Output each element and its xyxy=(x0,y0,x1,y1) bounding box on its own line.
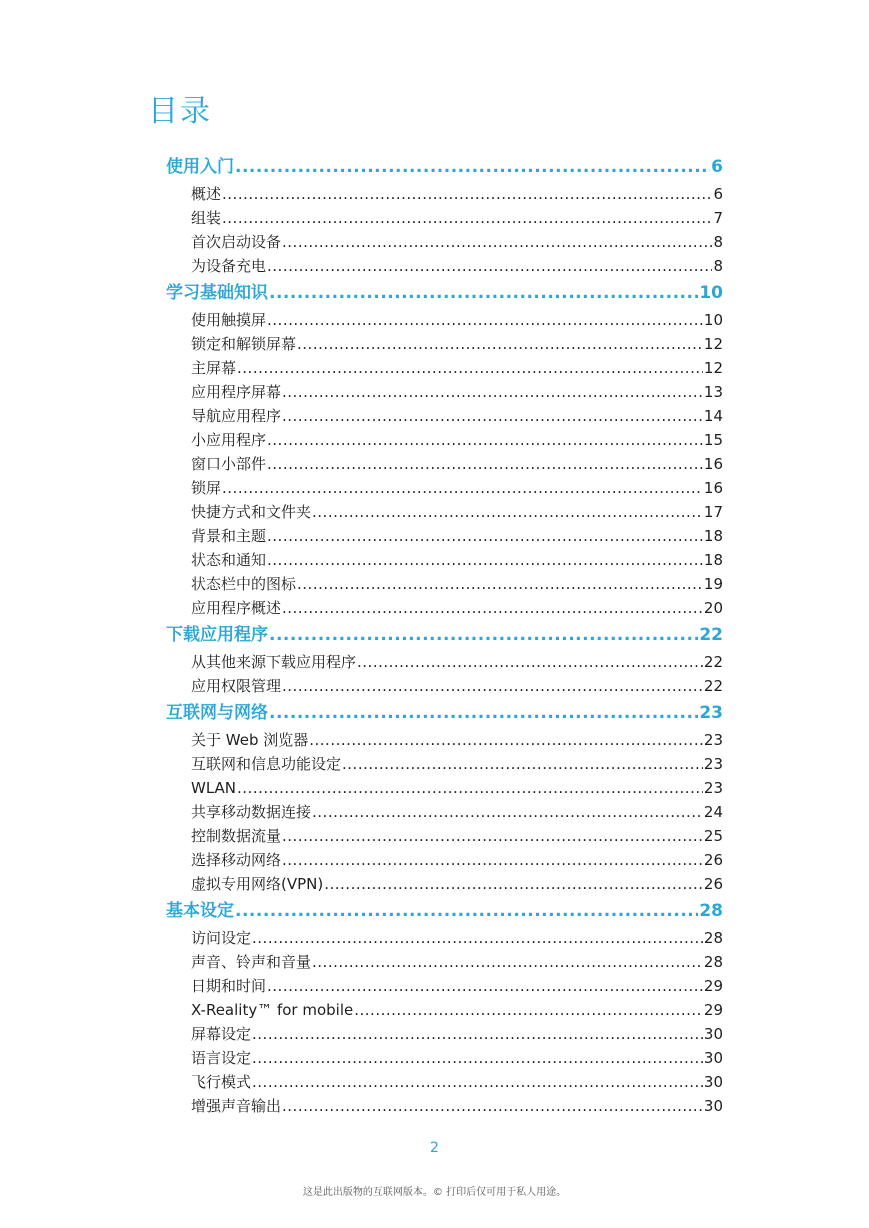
toc-section-page: 23 xyxy=(699,703,723,723)
toc-entry-label: 屏幕设定 xyxy=(191,1025,252,1043)
toc-entry[interactable] xyxy=(166,1022,723,1046)
toc-entry[interactable] xyxy=(166,974,723,998)
toc-entry-label: 日期和时间 xyxy=(191,977,267,995)
dot-leader xyxy=(267,548,703,572)
dot-leader xyxy=(312,800,703,824)
toc-entry[interactable] xyxy=(166,650,723,674)
toc-entry-label: 使用触摸屏 xyxy=(191,311,267,329)
toc-entry-label: 小应用程序 xyxy=(191,431,267,449)
toc-entry-label: X-Reality™ for mobile xyxy=(191,1001,354,1019)
toc-entry-page: 30 xyxy=(703,1025,723,1043)
toc-entry-page: 22 xyxy=(703,653,723,671)
table-of-contents xyxy=(166,152,723,1118)
toc-entry-page: 14 xyxy=(703,407,723,425)
dot-leader xyxy=(269,620,698,650)
toc-entry-label: 关于 Web 浏览器 xyxy=(191,731,309,749)
toc-entry-page: 20 xyxy=(703,599,723,617)
toc-entry-page: 8 xyxy=(713,257,723,275)
dot-leader xyxy=(312,950,703,974)
dot-leader xyxy=(235,896,698,926)
toc-entry[interactable] xyxy=(166,356,723,380)
toc-entry[interactable] xyxy=(166,452,723,476)
toc-entry-label: 应用权限管理 xyxy=(191,677,282,695)
page-number: 2 xyxy=(430,1140,439,1156)
toc-entry-page: 18 xyxy=(703,551,723,569)
toc-entry[interactable] xyxy=(166,476,723,500)
toc-section-label: 基本设定 xyxy=(166,901,234,921)
toc-section-heading[interactable] xyxy=(166,698,723,728)
toc-entry[interactable] xyxy=(166,872,723,896)
dot-leader xyxy=(282,380,703,404)
toc-entry[interactable] xyxy=(166,926,723,950)
toc-section-heading[interactable] xyxy=(166,152,723,182)
toc-entry-page: 28 xyxy=(703,929,723,947)
toc-entry-page: 25 xyxy=(703,827,723,845)
toc-entry[interactable] xyxy=(166,182,723,206)
toc-entry-label: 锁定和解锁屏幕 xyxy=(191,335,297,353)
toc-entry-page: 29 xyxy=(703,1001,723,1019)
dot-leader xyxy=(235,152,710,182)
dot-leader xyxy=(282,1094,703,1118)
dot-leader xyxy=(309,728,703,752)
toc-entry-page: 16 xyxy=(703,455,723,473)
toc-entry-label: 应用程序屏幕 xyxy=(191,383,282,401)
toc-entry-page: 23 xyxy=(703,779,723,797)
toc-section-label: 使用入门 xyxy=(166,157,234,177)
toc-entry-label: 增强声音输出 xyxy=(191,1097,282,1115)
toc-entry-label: 状态栏中的图标 xyxy=(191,575,297,593)
toc-entry-page: 19 xyxy=(703,575,723,593)
dot-leader xyxy=(282,674,703,698)
toc-section-heading[interactable] xyxy=(166,896,723,926)
toc-entry[interactable] xyxy=(166,524,723,548)
toc-entry-label: 应用程序概述 xyxy=(191,599,282,617)
toc-entry-label: 首次启动设备 xyxy=(191,233,282,251)
toc-entry-label: 虚拟专用网络(VPN) xyxy=(191,875,324,893)
toc-entry-page: 13 xyxy=(703,383,723,401)
dot-leader xyxy=(282,848,703,872)
dot-leader xyxy=(269,698,698,728)
toc-section-label: 互联网与网络 xyxy=(166,703,268,723)
dot-leader xyxy=(222,206,712,230)
toc-entry[interactable] xyxy=(166,1046,723,1070)
dot-leader xyxy=(252,926,703,950)
toc-entry-label: 背景和主题 xyxy=(191,527,267,545)
toc-entry-page: 10 xyxy=(703,311,723,329)
toc-entry-page: 7 xyxy=(713,209,723,227)
toc-entry[interactable] xyxy=(166,848,723,872)
toc-entry-page: 28 xyxy=(703,953,723,971)
toc-section-heading[interactable] xyxy=(166,620,723,650)
dot-leader xyxy=(267,428,703,452)
toc-entry-page: 12 xyxy=(703,335,723,353)
dot-leader xyxy=(282,824,703,848)
toc-entry-label: 主屏幕 xyxy=(191,359,237,377)
dot-leader xyxy=(267,452,703,476)
dot-leader xyxy=(267,308,703,332)
toc-entry-page: 6 xyxy=(713,185,723,203)
toc-entry-page: 15 xyxy=(703,431,723,449)
dot-leader xyxy=(237,356,703,380)
toc-entry[interactable] xyxy=(166,596,723,620)
toc-entry-page: 8 xyxy=(713,233,723,251)
toc-section-page: 10 xyxy=(699,283,723,303)
toc-entry-label: WLAN xyxy=(191,779,237,797)
toc-entry[interactable] xyxy=(166,548,723,572)
dot-leader xyxy=(252,1070,703,1094)
toc-entry-label: 声音、铃声和音量 xyxy=(191,953,312,971)
dot-leader xyxy=(324,872,703,896)
toc-entry-page: 30 xyxy=(703,1097,723,1115)
toc-entry[interactable] xyxy=(166,950,723,974)
toc-entry-page: 30 xyxy=(703,1073,723,1091)
toc-entry-label: 控制数据流量 xyxy=(191,827,282,845)
dot-leader xyxy=(297,332,703,356)
dot-leader xyxy=(297,572,703,596)
page-title: 目录 xyxy=(148,94,212,130)
toc-entry[interactable] xyxy=(166,428,723,452)
toc-entry-page: 30 xyxy=(703,1049,723,1067)
dot-leader xyxy=(222,182,712,206)
toc-entry[interactable] xyxy=(166,1070,723,1094)
toc-entry[interactable] xyxy=(166,998,723,1022)
dot-leader xyxy=(222,476,703,500)
toc-entry-label: 互联网和信息功能设定 xyxy=(191,755,342,773)
toc-section-page: 22 xyxy=(699,625,723,645)
toc-section-label: 学习基础知识 xyxy=(166,283,268,303)
dot-leader xyxy=(252,1046,703,1070)
toc-section-page: 6 xyxy=(711,157,723,177)
toc-entry-label: 窗口小部件 xyxy=(191,455,267,473)
toc-entry-label: 访问设定 xyxy=(191,929,252,947)
toc-entry-label: 状态和通知 xyxy=(191,551,267,569)
toc-entry[interactable] xyxy=(166,206,723,230)
toc-entry[interactable] xyxy=(166,380,723,404)
toc-entry[interactable] xyxy=(166,308,723,332)
toc-entry[interactable] xyxy=(166,824,723,848)
dot-leader xyxy=(312,500,703,524)
toc-entry-label: 概述 xyxy=(191,185,222,203)
toc-entry-page: 24 xyxy=(703,803,723,821)
toc-entry-page: 23 xyxy=(703,755,723,773)
dot-leader xyxy=(354,998,703,1022)
toc-entry-page: 22 xyxy=(703,677,723,695)
toc-entry-page: 26 xyxy=(703,875,723,893)
toc-entry-label: 组装 xyxy=(191,209,222,227)
toc-entry[interactable] xyxy=(166,728,723,752)
toc-entry-page: 17 xyxy=(703,503,723,521)
toc-entry-page: 29 xyxy=(703,977,723,995)
toc-section-label: 下载应用程序 xyxy=(166,625,268,645)
toc-entry-page: 18 xyxy=(703,527,723,545)
toc-entry[interactable] xyxy=(166,800,723,824)
toc-entry-label: 导航应用程序 xyxy=(191,407,282,425)
dot-leader xyxy=(252,1022,703,1046)
footer-note: 这是此出版物的互联网版本。© 打印后仅可用于私人用途。 xyxy=(302,1187,567,1198)
dot-leader xyxy=(282,404,703,428)
dot-leader xyxy=(269,278,698,308)
toc-entry[interactable] xyxy=(166,500,723,524)
dot-leader xyxy=(267,524,703,548)
toc-entry-label: 锁屏 xyxy=(191,479,222,497)
toc-entry-page: 26 xyxy=(703,851,723,869)
toc-entry-label: 为设备充电 xyxy=(191,257,267,275)
dot-leader xyxy=(237,776,703,800)
dot-leader xyxy=(282,596,703,620)
toc-entry[interactable] xyxy=(166,1094,723,1118)
toc-entry[interactable] xyxy=(166,230,723,254)
toc-entry-page: 12 xyxy=(703,359,723,377)
dot-leader xyxy=(282,230,712,254)
toc-entry-label: 飞行模式 xyxy=(191,1073,252,1091)
toc-entry[interactable] xyxy=(166,674,723,698)
toc-entry[interactable] xyxy=(166,404,723,428)
toc-section-page: 28 xyxy=(699,901,723,921)
toc-entry-label: 语言设定 xyxy=(191,1049,252,1067)
toc-entry-label: 快捷方式和文件夹 xyxy=(191,503,312,521)
dot-leader xyxy=(342,752,703,776)
toc-entry[interactable] xyxy=(166,776,723,800)
toc-entry[interactable] xyxy=(166,752,723,776)
dot-leader xyxy=(267,974,703,998)
toc-entry[interactable] xyxy=(166,572,723,596)
toc-entry-page: 23 xyxy=(703,731,723,749)
toc-entry-label: 从其他来源下载应用程序 xyxy=(191,653,357,671)
toc-entry[interactable] xyxy=(166,332,723,356)
toc-entry-label: 共享移动数据连接 xyxy=(191,803,312,821)
toc-entry-page: 16 xyxy=(703,479,723,497)
dot-leader xyxy=(357,650,703,674)
toc-entry-label: 选择移动网络 xyxy=(191,851,282,869)
toc-section-heading[interactable] xyxy=(166,278,723,308)
dot-leader xyxy=(267,254,712,278)
toc-entry[interactable] xyxy=(166,254,723,278)
